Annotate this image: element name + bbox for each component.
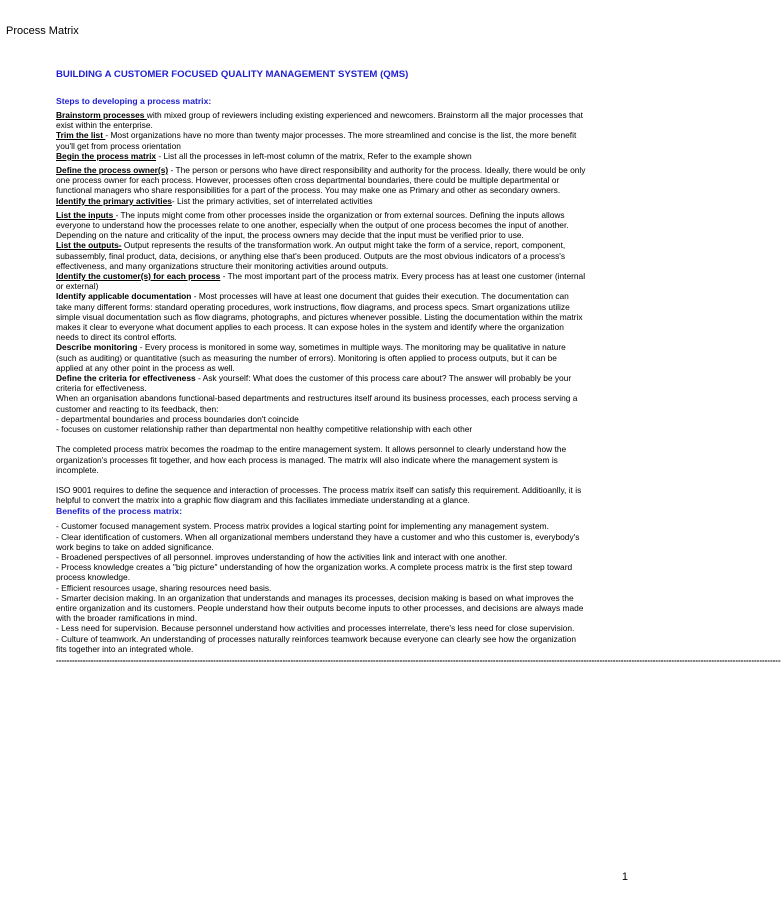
step-label: Brainstorm processes [56,110,147,120]
benefit-item: - Smarter decision making. In an organization that understands and manages its processes, decision making is based on what improves the entire organization and its customers. People understand how their outputs become inputs to other processes, and decisions are always made with the broader ramifications in mind. [56,592,584,624]
step-text: - The most important part of the process matrix. Every process has at least one customer (internal or external) [56,271,586,292]
step-label: Begin the process matrix [56,150,157,161]
step-brainstorm [56,110,586,130]
step-text: - Most organizations have no more than twenty major processes. The more streamlined and concise is the list, the more benefit you'll get from process orientation [56,130,577,151]
step-label: Identify the customer(s) for each process [56,271,221,282]
step-text: with mixed group of reviewers including existing experienced and newcomers. Brainstorm all the major processes that exist within the enterprise. [56,110,583,131]
step-text: - The inputs might come from other processes inside the organization or from external sources. Defining the inputs allows everyone to understand how the processes relate to one another, especially when the output of one process becomes the input of another. Depending on the nature and criticality of the input, the process owners may decide that the input must be verified prior to use. [56,209,569,241]
step-text: - List the primary activities, set of interrelated activities [171,195,373,206]
step-text: - Ask yourself: What does the customer of this process care about? The answer will probably be your criteria for effectiveness. [56,373,572,394]
benefits-heading: Benefits of the process matrix: [56,506,183,517]
abandon-point: - focuses on customer relationship rather than departmental non healthy competitive relationship with each other [56,424,473,435]
step-outputs [56,240,586,271]
step-text: - Most processes will have at least one document that guides their execution. The documentation can take many different forms: standard operating procedures, work instructions, flow diagrams, and process specs. Smart organizations utilize simple visual documentation such as flow diagrams, photographs, and pictures whenever possible. Listing the documentation within the matrix makes it clear to everyone what document applies to each process. It can expose holes in the system and identify where the organization needs to direct its control efforts. [56,291,583,343]
step-primary-activities [56,196,586,206]
step-label: Define the criteria for effectiveness [56,373,196,384]
document-title: BUILDING A CUSTOMER FOCUSED QUALITY MANAGEMENT SYSTEM (QMS) [56,69,409,80]
benefit-item: - Process knowledge creates a "big picture" understanding of how the organization works. A complete process matrix is the first step toward process knowledge. [56,562,573,583]
step-text: - The person or persons who have direct responsibility and authority for the process. Ideally, there would be only one process owner for each process. However, processes often cross departmental boundaries, there could be multiple departmental or functional managers who share responsibilities for a part of the process. You may make one as Primary and other as secondary owners. [56,165,586,196]
benefit-item: - Less need for supervision. Because personnel understand how activities and processes interrelate, there's less need for close supervision. [56,623,575,634]
benefit-item: - Efficient resources usage, sharing resources need basis. [56,582,272,593]
step-label: Describe monitoring [56,342,138,353]
step-text: Output represents the results of the transformation work. An output might take the form of a service, report, component, subassembly, final product, data, decisions, or anything else that's been produced. Outputs are the most obvious indicators of a process's effectiveness, and many organizations structure their monitoring activities around outputs. [56,240,566,271]
step-text: - Every process is monitored in some way, sometimes in multiple ways. The monitoring may be qualitative in nature (such as auditing) or quantitative (such as measuring the number of errors). Monitoring is often applied to process outputs, but it can be applied at any other point in the process as well. [56,342,566,373]
step-inputs [56,210,586,241]
abandon-paragraph: When an organisation abandons functional-based departments and restructures itself around its business processes, each process serving a customer and reacting to its feedback, then: [56,393,578,414]
dashed-rule: -------------------------------------------------------------------------------------------------------------------------------------------------------------------------------------------------------------------------------------------------------------------------------- [56,655,781,665]
step-monitoring [56,342,586,373]
benefit-item: - Broadened perspectives of all personnel. improves understanding of how the activities link and interact with one another. [56,551,508,562]
steps-heading: Steps to developing a process matrix: [56,96,212,106]
benefit-item: - Culture of teamwork. An understanding of processes naturally reinforces teamwork because everyone can clearly see how the organization fits together into an integrated whole. [56,633,576,654]
step-effectiveness [56,373,586,393]
step-label: Define the process owner(s) [56,165,169,176]
step-begin-matrix [56,151,586,161]
step-text: - List all the processes in left-most column of the matrix, Refer to the example shown [156,150,472,161]
step-documentation [56,291,586,342]
benefit-item: - Customer focused management system. Process matrix provides a logical starting point for implementing any management system. [56,521,549,532]
step-label: Trim the list [56,130,106,141]
step-trim [56,130,586,150]
benefit-item: - Clear identification of customers. When all organizational members understand they have a customer and who this customer is, everybody's work begins to take on added significance. [56,531,580,552]
step-customers [56,271,586,291]
completed-matrix-paragraph: The completed process matrix becomes the roadmap to the entire management system. It allows personnel to clearly understand how the organization's processes fit together, and how each process is managed. The matrix will also indicate where the management system is incomplete. [56,444,567,475]
page-number: 1 [621,871,628,883]
step-label: Identify applicable documentation [56,291,192,302]
step-label: List the inputs [56,209,116,220]
page-header: Process Matrix [6,25,79,37]
step-label: Identify the primary activities [56,195,172,206]
abandon-point: - departmental boundaries and process boundaries don't coincide [56,413,299,424]
step-process-owner [56,165,586,196]
step-label: List the outputs- [56,240,122,251]
document-body [56,69,781,665]
iso-paragraph: ISO 9001 requires to define the sequence and interaction of processes. The process matrix itself can satisfy this requirement. Additioanlly, it is helpful to convert the matrix into a graphic flow diagram and this faciliates immediate understanding at a glance. [56,484,582,506]
